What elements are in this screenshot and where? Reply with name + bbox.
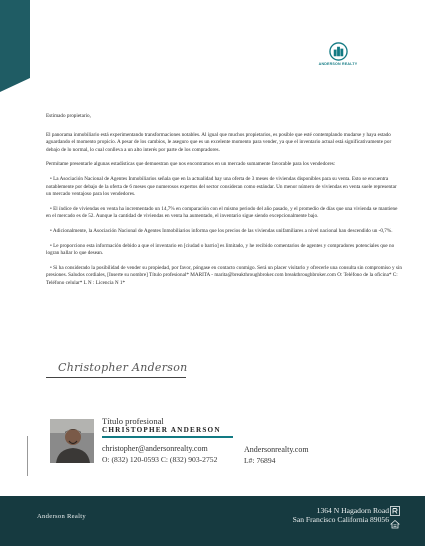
- letter-paragraph: El panorama inmobiliario está experimentando transformaciones notables. Al igual que muchos propietarios, es posible que esté contemplando mudarse y haya estado aguardando el momento propicio. A pesar de los cambios, le aseguro que es un excelente momento para vender, ya que el inventario actual está significativamente por debajo de lo normal, lo cual conlleva a un alto interés por parte de los compradores.: [46, 131, 392, 153]
- footer-icons: [390, 506, 402, 532]
- letter-bullet: • La Asociación Nacional de Agentes Inmobiliarios señala que en la actualidad hay una oferta de 3 meses de viviendas disponibles para su venta. Esto se encuentra notablemente por debajo de la oferta de 6 meses que numerosos expertos del sector consideran como estándar. Un menor número de viviendas en venta suele representar un mercado ventajoso para los vendedores.: [46, 175, 397, 198]
- building-logo-icon: [329, 42, 348, 61]
- agent-card: [102, 416, 342, 466]
- letter-bullet: • Le proporciono esta información debido a que el inventario en [ciudad o barrio] es limitado, y he recibido comentarios de agentes y compradores potenciales que no logran hallar lo que desean.: [46, 242, 395, 257]
- accent-bar: [102, 436, 233, 438]
- letter-bullet: • Si ha considerado la posibilidad de vender su propiedad, por favor, póngase en contacto conmigo. Será un placer visitarlo y ofrecerle una consulta sin compromiso y sin presiones. Saludos cordiales, [Inserte su nombre] Título profesional* MARITA - marita@breakthroughbroker.com breakthroughbroker.com O: Teléfono de la oficina* C: Teléfono celular* L N : Licencia N 1*: [46, 264, 402, 286]
- footer: [0, 496, 425, 546]
- agent-name: CHRISTOPHER ANDERSON: [102, 426, 221, 434]
- agent-license: L#: 76894: [244, 456, 276, 466]
- company-logo: [318, 42, 358, 66]
- salutation: Estimado propietario,: [46, 113, 91, 119]
- letter-paragraph: Permítame presentarle algunas estadísticas que demuestran que nos encontramos en un mercado sumamente favorable para los vendedores:: [46, 161, 336, 168]
- agent-email-link[interactable]: christopher@andersonrealty.com: [102, 444, 208, 454]
- agent-photo: [50, 419, 94, 463]
- agent-website-link[interactable]: Andersonrealty.com: [244, 445, 309, 455]
- realtor-icon: [390, 506, 400, 516]
- decorative-divider: [27, 436, 28, 476]
- letter-bullet: • Adicionalmente, la Asociación Nacional de Agentes Inmobiliarios informa que los precios de las viviendas unifamiliares a nivel nacional han descendido un -0,7%.: [50, 227, 393, 234]
- address-line-2: San Francisco California 89056: [292, 515, 389, 524]
- letter-body: [46, 113, 402, 295]
- handwritten-signature: Christopher Anderson: [58, 361, 188, 374]
- equal-housing-icon: [390, 519, 400, 529]
- letter-bullet: • El índice de viviendas en venta ha incrementado un 14,7% en comparación con el mismo periodo del año pasado, y el promedio de días que una vivienda se mantiene en el mercado es de 52. Aunque la cantidad de viviendas en venta ha aumentado, el inventario sigue siendo excepcionalmente bajo.: [46, 205, 398, 220]
- signature-line: [46, 377, 186, 378]
- corner-accent-shape: [0, 0, 30, 92]
- footer-brand: Anderson Realty: [37, 513, 86, 520]
- agent-title: Título profesional: [102, 416, 164, 426]
- logo-text: ANDERSON REALTY: [318, 62, 358, 66]
- person-portrait-icon: [50, 419, 94, 463]
- footer-address: [293, 506, 389, 524]
- agent-phones: O: (832) 120-0593 C: (832) 903-2752: [102, 455, 218, 465]
- address-line-1: 1364 N Hagadorn Road: [316, 506, 389, 515]
